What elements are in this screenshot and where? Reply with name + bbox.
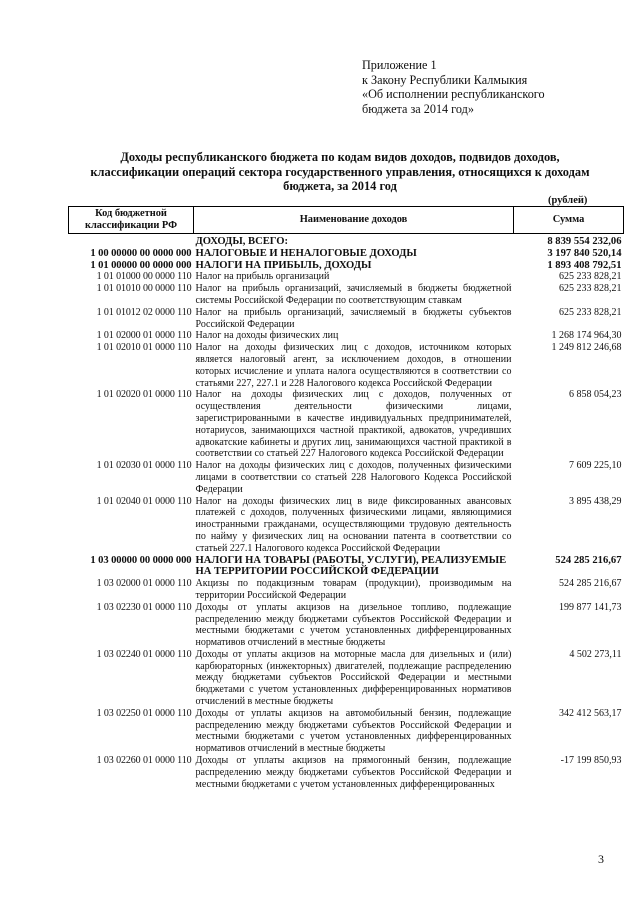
header-code: Код бюджетной классификации РФ bbox=[69, 207, 194, 234]
table-row bbox=[69, 330, 624, 342]
appendix-header bbox=[362, 58, 602, 116]
row-code: 1 01 02030 01 0000 110 bbox=[96, 460, 192, 472]
table-row bbox=[69, 248, 624, 260]
row-amount: 4 502 273,11 bbox=[569, 648, 622, 660]
row-amount: 342 412 563,17 bbox=[559, 707, 622, 719]
row-code: 1 01 00000 00 0000 000 bbox=[90, 259, 192, 271]
row-amount: 7 609 225,10 bbox=[569, 460, 622, 472]
row-code: 1 01 02020 01 0000 110 bbox=[96, 389, 192, 401]
row-name: Налог на прибыль организаций, зачисляемый в бюджеты бюджетной системы Российской Федерации по соответствующим ставкам bbox=[195, 283, 512, 306]
row-name: Налог на доходы физических лиц с доходов, полученных физическими лицами в соответствии со статьей 228 Налогового Кодекса Российской Федерации bbox=[195, 460, 512, 495]
table-row bbox=[69, 578, 624, 602]
row-name: Доходы от уплаты акцизов на автомобильный бензин, подлежащие распределению между бюджетами субъектов Российской Федерации и местными бюджетами с учетом установленных дифференцированных нормативов отчислений в местные бюджеты bbox=[195, 707, 512, 755]
appendix-line-1: Приложение 1 bbox=[362, 58, 437, 72]
table-row bbox=[69, 342, 624, 389]
row-name: Доходы от уплаты акцизов на прямогонный бензин, подлежащие распределению между бюджетами субъектов Российской Федерации и местными бюджетами с учетом установленных дифференцированных bbox=[195, 755, 512, 790]
row-code: 1 03 00000 00 0000 000 bbox=[90, 554, 192, 566]
row-name: ДОХОДЫ, ВСЕГО: bbox=[195, 236, 289, 247]
row-code: 1 03 02000 01 0000 110 bbox=[96, 578, 192, 590]
income-table bbox=[68, 206, 624, 790]
row-amount: 3 895 438,29 bbox=[569, 495, 622, 507]
row-name: НАЛОГИ НА ПРИБЫЛЬ, ДОХОДЫ bbox=[195, 259, 372, 271]
row-name: НАЛОГИ НА ТОВАРЫ (РАБОТЫ, УСЛУГИ), РЕАЛИЗУЕМЫЕ НА ТЕРРИТОРИИ РОССИЙСКОЙ ФЕДЕРАЦИИ bbox=[195, 554, 507, 578]
row-amount: 524 285 216,67 bbox=[555, 554, 622, 566]
row-code: 1 01 02000 01 0000 110 bbox=[96, 330, 192, 342]
table-row bbox=[69, 649, 624, 708]
row-code: 1 03 02250 01 0000 110 bbox=[96, 707, 192, 719]
row-amount: 625 233 828,21 bbox=[559, 306, 622, 318]
table-row bbox=[69, 234, 624, 248]
row-name: Налог на доходы физических лиц с доходов, источником которых является налоговый агент, за исключением доходов, в отношении которых исчисление и уплата налога осуществляются в соответствии со статьями 227, 227.1 и 228 Налогового кодекса Российской Федерации bbox=[195, 342, 512, 389]
row-code: 1 00 00000 00 0000 000 bbox=[90, 247, 192, 259]
row-amount: 625 233 828,21 bbox=[559, 283, 622, 295]
row-amount: 524 285 216,67 bbox=[559, 578, 622, 590]
row-amount: 1 249 812 246,68 bbox=[551, 342, 622, 354]
table-row bbox=[69, 283, 624, 307]
row-name: Налог на доходы физических лиц в виде фиксированных авансовых платежей с доходов, полученных физическими лицами, являющимися иностранными гражданами, осуществляющими трудовую деятельность по найму у физических лиц на основании патента в соответствии со статьей 227.1 Налогового кодекса Российской Федерации bbox=[195, 495, 512, 554]
row-name: Доходы от уплаты акцизов на моторные масла для дизельных и (или) карбюраторных (инжекторных) двигателей, подлежащие распределению между бюджетами субъектов Российской Федерации и местными бюджетами с учетом установленных дифференцированных нормативов отчислений в местные бюджеты bbox=[195, 648, 512, 708]
page-number: 3 bbox=[598, 852, 604, 866]
row-code: 1 03 02260 01 0000 110 bbox=[96, 755, 192, 767]
units-label: (рублей) bbox=[548, 195, 588, 206]
row-code: 1 01 01000 00 0000 110 bbox=[96, 271, 192, 283]
appendix-line-3: «Об исполнении республиканского bbox=[362, 87, 545, 102]
appendix-line-4: бюджета за 2014 год» bbox=[362, 101, 474, 116]
row-amount: 6 858 054,23 bbox=[569, 389, 622, 401]
row-name: Налог на доходы физических лиц bbox=[195, 330, 339, 342]
row-amount: 625 233 828,21 bbox=[559, 271, 622, 283]
table-row bbox=[69, 555, 624, 579]
row-code: 1 01 02040 01 0000 110 bbox=[96, 495, 192, 507]
row-amount: 3 197 840 520,14 bbox=[547, 247, 622, 259]
row-amount: 1 268 174 964,30 bbox=[551, 330, 622, 342]
row-name: Налог на доходы физических лиц с доходов, полученных от осуществления деятельности физическими лицами, зарегистрированными в качестве индивидуальных предпринимателей, нотариусов, занимающихся частной практикой, адвокатов, учредивших адвокатские кабинеты и других лиц, занимающихся частной практикой в соответствии со статьей 227 Налогового кодекса Российской Федерации bbox=[195, 389, 512, 460]
row-code: 1 01 01010 00 0000 110 bbox=[96, 283, 192, 295]
row-code: 1 01 02010 01 0000 110 bbox=[96, 342, 192, 354]
row-name: Акцизы по подакцизным товарам (продукции), производимым на территории Российской Федерации bbox=[195, 578, 512, 601]
document-title: Доходы республиканского бюджета по кодам видов доходов, подвидов доходов, классификации операций сектора государственного управления, относящихся к доходам бюджета, за 2014 год bbox=[90, 150, 590, 194]
table-row bbox=[69, 755, 624, 790]
row-code: 1 01 01012 02 0000 110 bbox=[96, 306, 192, 318]
row-code: 1 03 02240 01 0000 110 bbox=[96, 648, 192, 660]
row-name: Доходы от уплаты акцизов на дизельное топливо, подлежащие распределению между бюджетами субъектов Российской Федерации и местными бюджетами с учетом установленных дифференцированных нормативов отчислений в местные бюджеты bbox=[195, 601, 512, 649]
row-code: 1 03 02230 01 0000 110 bbox=[96, 601, 192, 613]
row-name: НАЛОГОВЫЕ И НЕНАЛОГОВЫЕ ДОХОДЫ bbox=[195, 247, 417, 259]
row-amount: 8 839 554 232,06 bbox=[547, 236, 622, 247]
table-header-row bbox=[69, 207, 624, 234]
table-row bbox=[69, 389, 624, 460]
row-amount: -17 199 850,93 bbox=[560, 755, 622, 767]
row-name: Налог на прибыль организаций bbox=[195, 271, 330, 283]
row-name: Налог на прибыль организаций, зачисляемый в бюджеты субъектов Российской Федерации bbox=[195, 306, 512, 330]
row-amount: 1 893 408 792,51 bbox=[547, 259, 622, 271]
row-amount: 199 877 141,73 bbox=[559, 601, 622, 613]
table-row bbox=[69, 602, 624, 649]
appendix-line-2: к Закону Республики Калмыкия bbox=[362, 72, 528, 87]
table-row bbox=[69, 271, 624, 283]
table-row bbox=[69, 460, 624, 495]
table-row bbox=[69, 307, 624, 331]
header-amount: Сумма bbox=[514, 207, 624, 234]
table-row bbox=[69, 496, 624, 555]
table-row bbox=[69, 260, 624, 272]
table-row bbox=[69, 708, 624, 755]
header-name: Наименование доходов bbox=[194, 207, 514, 234]
row-code bbox=[69, 234, 194, 248]
